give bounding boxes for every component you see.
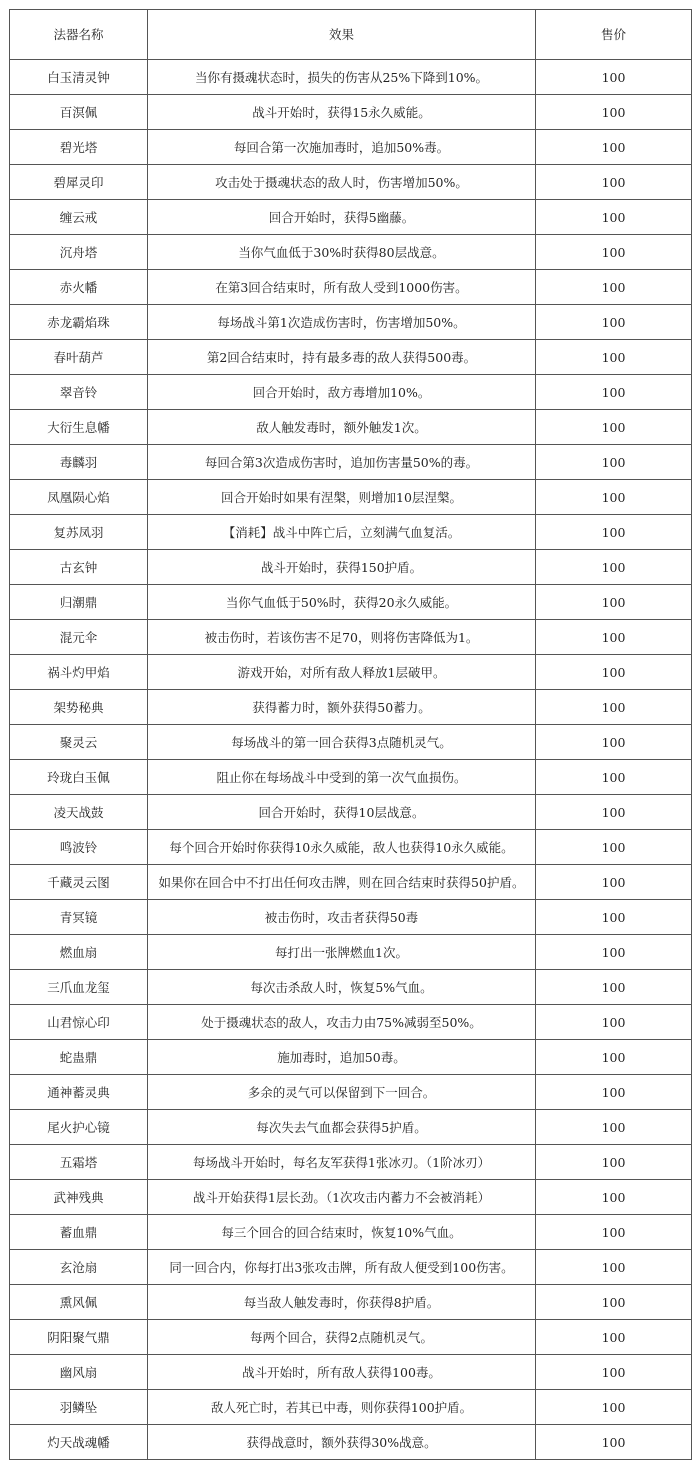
cell-effect: 每打出一张牌燃血1次。 xyxy=(148,935,536,970)
table-row xyxy=(10,130,692,165)
table-row xyxy=(10,1250,692,1285)
table-row xyxy=(10,235,692,270)
cell-name: 羽鳞坠 xyxy=(10,1390,148,1425)
table-row xyxy=(10,95,692,130)
cell-name: 燃血扇 xyxy=(10,935,148,970)
cell-effect: 战斗开始获得1层长劲。（1次攻击内蓄力不会被消耗） xyxy=(148,1180,536,1215)
cell-effect: 当你气血低于30%时获得80层战意。 xyxy=(148,235,536,270)
cell-effect: 每次失去气血都会获得5护盾。 xyxy=(148,1110,536,1145)
cell-name: 蛇蛊鼎 xyxy=(10,1040,148,1075)
cell-price: 100 xyxy=(536,690,692,725)
table-row xyxy=(10,1005,692,1040)
table-row xyxy=(10,760,692,795)
cell-effect: 多余的灵气可以保留到下一回合。 xyxy=(148,1075,536,1110)
cell-price: 100 xyxy=(536,270,692,305)
cell-effect: 战斗开始时，获得15永久威能。 xyxy=(148,95,536,130)
cell-effect: 敌人死亡时，若其已中毒，则你获得100护盾。 xyxy=(148,1390,536,1425)
cell-name: 玲珑白玉佩 xyxy=(10,760,148,795)
cell-effect: 回合开始时，敌方毒增加10%。 xyxy=(148,375,536,410)
cell-name: 三爪血龙玺 xyxy=(10,970,148,1005)
cell-price: 100 xyxy=(536,1040,692,1075)
table-row xyxy=(10,795,692,830)
cell-price: 100 xyxy=(536,1180,692,1215)
cell-name: 聚灵云 xyxy=(10,725,148,760)
table-header xyxy=(10,10,692,60)
cell-price: 100 xyxy=(536,1110,692,1145)
table-row xyxy=(10,1040,692,1075)
cell-price: 100 xyxy=(536,375,692,410)
table-row xyxy=(10,1145,692,1180)
cell-effect: 阻止你在每场战斗中受到的第一次气血损伤。 xyxy=(148,760,536,795)
cell-price: 100 xyxy=(536,795,692,830)
artifact-table xyxy=(9,9,692,1460)
cell-effect: 每三个回合的回合结束时，恢复10%气血。 xyxy=(148,1215,536,1250)
cell-effect: 同一回合内，你每打出3张攻击牌，所有敌人便受到100伤害。 xyxy=(148,1250,536,1285)
cell-price: 100 xyxy=(536,1390,692,1425)
cell-effect: 每回合第一次施加毒时，追加50%毒。 xyxy=(148,130,536,165)
cell-name: 凌天战鼓 xyxy=(10,795,148,830)
table-row xyxy=(10,1425,692,1460)
cell-name: 通神蓄灵典 xyxy=(10,1075,148,1110)
cell-price: 100 xyxy=(536,200,692,235)
cell-effect: 战斗开始时，获得150护盾。 xyxy=(148,550,536,585)
table-row xyxy=(10,60,692,95)
cell-price: 100 xyxy=(536,515,692,550)
cell-name: 凤凰陨心焰 xyxy=(10,480,148,515)
cell-name: 古玄钟 xyxy=(10,550,148,585)
cell-name: 五霜塔 xyxy=(10,1145,148,1180)
table-row xyxy=(10,655,692,690)
cell-name: 大衍生息幡 xyxy=(10,410,148,445)
cell-price: 100 xyxy=(536,445,692,480)
cell-name: 复苏凤羽 xyxy=(10,515,148,550)
cell-price: 100 xyxy=(536,655,692,690)
cell-effect: 每场战斗的第一回合获得3点随机灵气。 xyxy=(148,725,536,760)
cell-price: 100 xyxy=(536,550,692,585)
cell-effect: 每次击杀敌人时，恢复5%气血。 xyxy=(148,970,536,1005)
table-row xyxy=(10,1215,692,1250)
table-row xyxy=(10,1355,692,1390)
cell-effect: 每当敌人触发毒时，你获得8护盾。 xyxy=(148,1285,536,1320)
cell-name: 祸斗灼甲焰 xyxy=(10,655,148,690)
header-effect: 效果 xyxy=(148,10,536,60)
table-row xyxy=(10,830,692,865)
cell-name: 沉舟塔 xyxy=(10,235,148,270)
cell-name: 千藏灵云图 xyxy=(10,865,148,900)
cell-name: 青冥镜 xyxy=(10,900,148,935)
cell-price: 100 xyxy=(536,935,692,970)
cell-price: 100 xyxy=(536,970,692,1005)
cell-effect: 回合开始时如果有涅槃，则增加10层涅槃。 xyxy=(148,480,536,515)
table-row xyxy=(10,480,692,515)
cell-name: 百溟佩 xyxy=(10,95,148,130)
cell-price: 100 xyxy=(536,1320,692,1355)
cell-effect: 【消耗】战斗中阵亡后，立刻满气血复活。 xyxy=(148,515,536,550)
cell-name: 山君惊心印 xyxy=(10,1005,148,1040)
table-row xyxy=(10,585,692,620)
table-row xyxy=(10,690,692,725)
cell-effect: 施加毒时，追加50毒。 xyxy=(148,1040,536,1075)
cell-name: 武神残典 xyxy=(10,1180,148,1215)
table-row xyxy=(10,970,692,1005)
cell-price: 100 xyxy=(536,1005,692,1040)
table-row xyxy=(10,1075,692,1110)
cell-name: 幽风扇 xyxy=(10,1355,148,1390)
table-row xyxy=(10,270,692,305)
cell-name: 春叶葫芦 xyxy=(10,340,148,375)
cell-price: 100 xyxy=(536,235,692,270)
cell-name: 赤火幡 xyxy=(10,270,148,305)
cell-name: 赤龙霸焰珠 xyxy=(10,305,148,340)
cell-price: 100 xyxy=(536,1425,692,1460)
table-body xyxy=(10,60,692,1460)
cell-price: 100 xyxy=(536,1285,692,1320)
cell-effect: 游戏开始，对所有敌人释放1层破甲。 xyxy=(148,655,536,690)
cell-name: 熏风佩 xyxy=(10,1285,148,1320)
cell-effect: 当你气血低于50%时，获得20永久威能。 xyxy=(148,585,536,620)
header-name: 法器名称 xyxy=(10,10,148,60)
cell-price: 100 xyxy=(536,480,692,515)
table-row xyxy=(10,620,692,655)
cell-name: 尾火护心镜 xyxy=(10,1110,148,1145)
table-row xyxy=(10,550,692,585)
cell-effect: 第2回合结束时，持有最多毒的敌人获得500毒。 xyxy=(148,340,536,375)
table-row xyxy=(10,1180,692,1215)
cell-price: 100 xyxy=(536,725,692,760)
cell-name: 架势秘典 xyxy=(10,690,148,725)
cell-price: 100 xyxy=(536,620,692,655)
cell-effect: 如果你在回合中不打出任何攻击牌，则在回合结束时获得50护盾。 xyxy=(148,865,536,900)
header-price: 售价 xyxy=(536,10,692,60)
table-row xyxy=(10,165,692,200)
cell-effect: 敌人触发毒时，额外触发1次。 xyxy=(148,410,536,445)
cell-name: 灼天战魂幡 xyxy=(10,1425,148,1460)
cell-name: 白玉清灵钟 xyxy=(10,60,148,95)
cell-effect: 处于摄魂状态的敌人，攻击力由75%减弱至50%。 xyxy=(148,1005,536,1040)
cell-name: 阴阳聚气鼎 xyxy=(10,1320,148,1355)
table-row xyxy=(10,865,692,900)
cell-name: 翠音铃 xyxy=(10,375,148,410)
cell-effect: 获得战意时，额外获得30%战意。 xyxy=(148,1425,536,1460)
cell-price: 100 xyxy=(536,165,692,200)
cell-effect: 攻击处于摄魂状态的敌人时，伤害增加50%。 xyxy=(148,165,536,200)
cell-effect: 每个回合开始时你获得10永久威能，敌人也获得10永久威能。 xyxy=(148,830,536,865)
cell-name: 归潮鼎 xyxy=(10,585,148,620)
table-row xyxy=(10,305,692,340)
cell-effect: 被击伤时，若该伤害不足70，则将伤害降低为1。 xyxy=(148,620,536,655)
cell-price: 100 xyxy=(536,305,692,340)
cell-effect: 每场战斗开始时，每名友军获得1张冰刃。（1阶冰刃） xyxy=(148,1145,536,1180)
cell-price: 100 xyxy=(536,60,692,95)
cell-effect: 回合开始时，获得10层战意。 xyxy=(148,795,536,830)
table-row xyxy=(10,375,692,410)
cell-effect: 回合开始时，获得5幽藤。 xyxy=(148,200,536,235)
cell-price: 100 xyxy=(536,830,692,865)
table-row xyxy=(10,935,692,970)
cell-name: 缠云戒 xyxy=(10,200,148,235)
cell-effect: 在第3回合结束时，所有敌人受到1000伤害。 xyxy=(148,270,536,305)
cell-price: 100 xyxy=(536,1075,692,1110)
cell-price: 100 xyxy=(536,340,692,375)
cell-price: 100 xyxy=(536,900,692,935)
cell-name: 鸣波铃 xyxy=(10,830,148,865)
cell-price: 100 xyxy=(536,410,692,445)
table-row xyxy=(10,200,692,235)
cell-price: 100 xyxy=(536,1355,692,1390)
table-row xyxy=(10,900,692,935)
cell-effect: 每回合第3次造成伤害时，追加伤害量50%的毒。 xyxy=(148,445,536,480)
table-row xyxy=(10,1285,692,1320)
cell-effect: 战斗开始时，所有敌人获得100毒。 xyxy=(148,1355,536,1390)
table-row xyxy=(10,1390,692,1425)
cell-price: 100 xyxy=(536,760,692,795)
cell-name: 玄沧扇 xyxy=(10,1250,148,1285)
cell-price: 100 xyxy=(536,130,692,165)
cell-price: 100 xyxy=(536,585,692,620)
cell-effect: 每场战斗第1次造成伤害时，伤害增加50%。 xyxy=(148,305,536,340)
cell-price: 100 xyxy=(536,1250,692,1285)
cell-effect: 被击伤时，攻击者获得50毒 xyxy=(148,900,536,935)
table-row xyxy=(10,340,692,375)
cell-name: 毒麟羽 xyxy=(10,445,148,480)
cell-effect: 当你有摄魂状态时，损失的伤害从25%下降到10%。 xyxy=(148,60,536,95)
cell-name: 碧光塔 xyxy=(10,130,148,165)
cell-price: 100 xyxy=(536,865,692,900)
table-row xyxy=(10,1320,692,1355)
table-row xyxy=(10,1110,692,1145)
cell-name: 蓄血鼎 xyxy=(10,1215,148,1250)
cell-price: 100 xyxy=(536,1215,692,1250)
table-row xyxy=(10,515,692,550)
cell-effect: 获得蓄力时，额外获得50蓄力。 xyxy=(148,690,536,725)
cell-name: 碧犀灵印 xyxy=(10,165,148,200)
table-row xyxy=(10,445,692,480)
cell-price: 100 xyxy=(536,1145,692,1180)
table-row xyxy=(10,410,692,445)
cell-price: 100 xyxy=(536,95,692,130)
cell-effect: 每两个回合，获得2点随机灵气。 xyxy=(148,1320,536,1355)
table-row xyxy=(10,725,692,760)
cell-name: 混元伞 xyxy=(10,620,148,655)
header-row xyxy=(10,10,692,60)
